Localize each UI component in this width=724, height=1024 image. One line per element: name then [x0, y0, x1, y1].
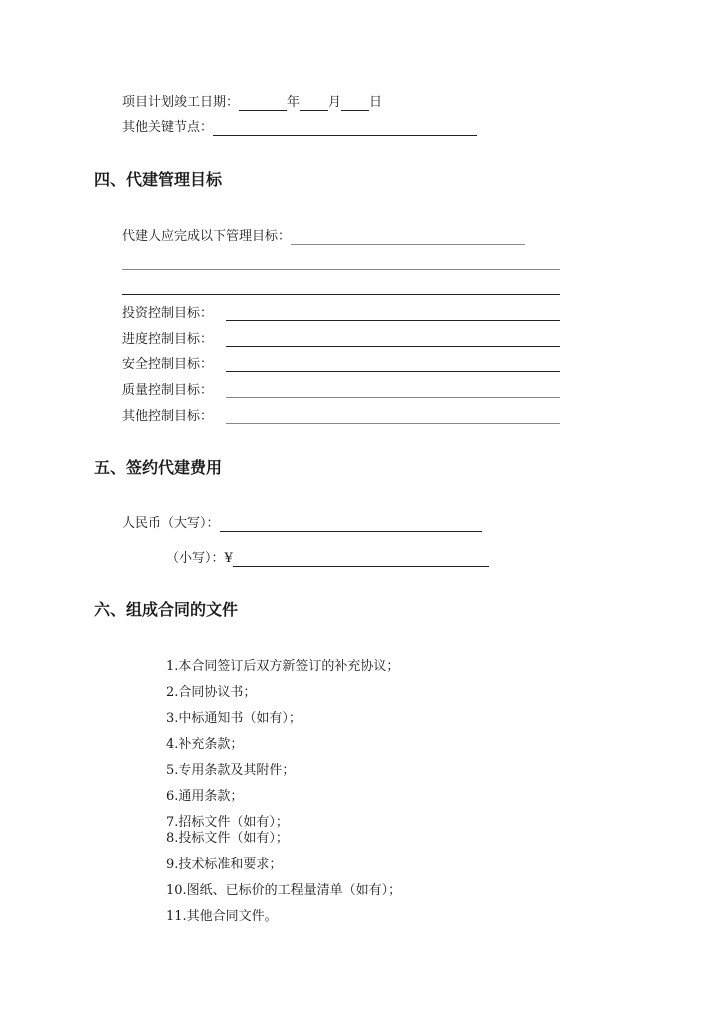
- goal-label-other: 其他控制目标：: [122, 409, 214, 424]
- contract-doc-item: 2.合同协议书；: [166, 685, 257, 700]
- day-blank[interactable]: [341, 97, 369, 111]
- goal-label-quality: 质量控制目标：: [122, 383, 214, 398]
- fee-upper-blank[interactable]: [220, 518, 482, 532]
- section4-title: 四、代建管理目标: [94, 170, 223, 189]
- contract-doc-item: 8.投标文件（如有）；: [166, 831, 289, 846]
- contract-doc-item: 7.招标文件（如有）；: [166, 815, 289, 830]
- fee-lower-row: [166, 551, 489, 567]
- contract-doc-item: 9.技术标准和要求；: [166, 857, 283, 872]
- goal-blank-other[interactable]: [226, 423, 560, 424]
- month-blank[interactable]: [300, 97, 328, 111]
- contract-doc-item: 3.中标通知书（如有）；: [166, 711, 302, 726]
- milestone-blank[interactable]: [213, 122, 477, 136]
- section4-blank-line-1[interactable]: [122, 269, 560, 270]
- contract-doc-item: 1.本合同签订后双方新签订的补充协议；: [166, 659, 400, 674]
- day-label: 日: [369, 95, 383, 110]
- contract-doc-item: 4.补充条款；: [166, 737, 244, 752]
- year-label: 年: [287, 95, 301, 110]
- completion-date-label: 项目计划竣工日期：: [122, 95, 240, 110]
- section6-title: 六、组成合同的文件: [94, 600, 239, 619]
- contract-doc-item: 5.专用条款及其附件；: [166, 763, 296, 778]
- goal-label-schedule: 进度控制目标：: [122, 332, 214, 347]
- contract-doc-item: 10.图纸、已标价的工程量清单（如有）；: [166, 883, 402, 898]
- section4-intro-blank[interactable]: [291, 231, 525, 245]
- section4-blank-line-2[interactable]: [122, 294, 560, 295]
- fee-lower-blank[interactable]: [233, 553, 489, 567]
- section4-intro-row: [122, 229, 525, 245]
- milestone-row: [122, 120, 477, 136]
- completion-date-row: [122, 95, 382, 111]
- year-blank[interactable]: [239, 97, 287, 111]
- contract-doc-item: 11.其他合同文件。: [166, 909, 278, 924]
- goal-label-safety: 安全控制目标：: [122, 357, 214, 372]
- goal-blank-safety[interactable]: [226, 371, 560, 372]
- goal-blank-investment[interactable]: [226, 320, 560, 321]
- section5-title: 五、签约代建费用: [94, 458, 223, 477]
- fee-upper-row: [122, 516, 482, 532]
- fee-upper-label: 人民币（大写）：: [122, 516, 220, 531]
- month-label: 月: [328, 95, 342, 110]
- goal-label-investment: 投资控制目标：: [122, 306, 214, 321]
- contract-doc-item: 6.通用条款；: [166, 789, 244, 804]
- fee-lower-label: （小写）：¥: [166, 551, 233, 566]
- goal-blank-quality[interactable]: [226, 397, 560, 398]
- milestone-label: 其他关键节点：: [122, 120, 214, 135]
- goal-blank-schedule[interactable]: [226, 346, 560, 347]
- section4-intro: 代建人应完成以下管理目标：: [122, 229, 292, 244]
